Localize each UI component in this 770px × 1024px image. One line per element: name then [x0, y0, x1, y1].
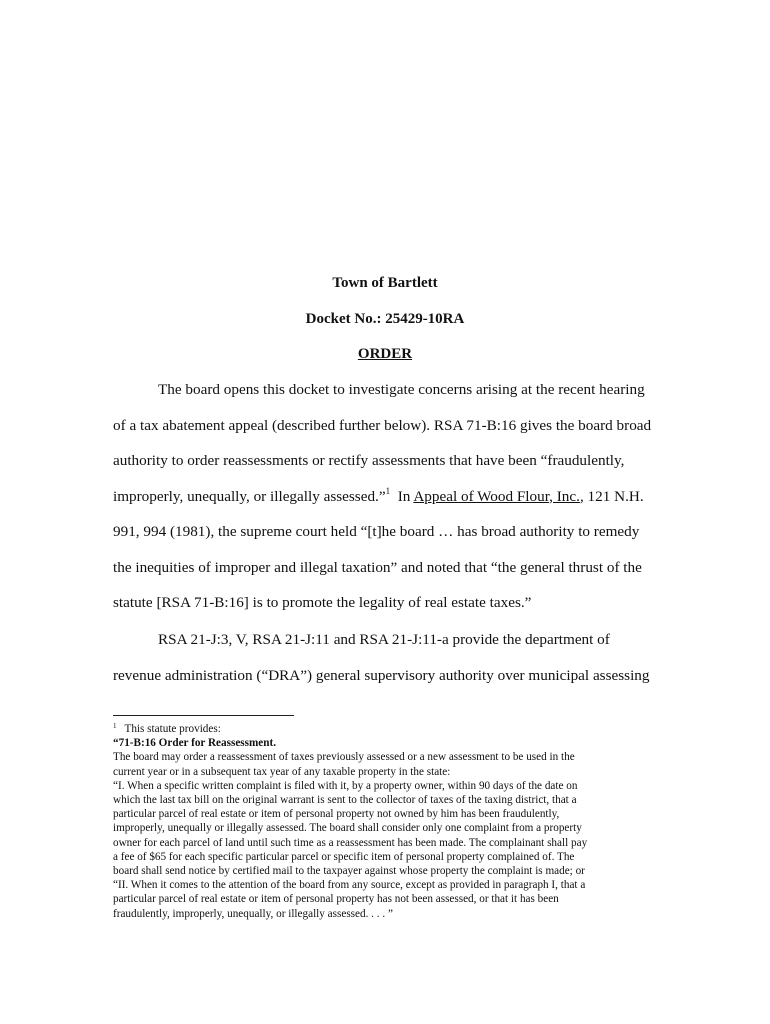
- docket-number: Docket No.: 25429-10RA: [305, 311, 465, 327]
- footnote-divider: [113, 715, 294, 716]
- footnote-section: [113, 722, 658, 921]
- citation-text: , 121 N.H.: [579, 487, 644, 505]
- town-heading: Town of Bartlett: [332, 275, 438, 291]
- paragraph-1: [113, 372, 658, 621]
- paragraph-1-line: The board opens this docket to investigate concerns arising at the recent hearing: [158, 381, 645, 398]
- statute-line: particular parcel of real estate or item of personal property not owned by him has been fraudulently,: [113, 808, 560, 821]
- case-citation: Appeal of Wood Flour, Inc.: [413, 487, 580, 505]
- paragraph-1-line: of a tax abatement appeal (described further below). RSA 71-B:16 gives the board broad: [113, 416, 652, 434]
- order-title: ORDER: [357, 346, 413, 362]
- statute-line: a fee of $65 for each specific particular parcel or specific item of personal property complained of. The: [113, 850, 575, 863]
- footnote-intro: This statute provides:: [124, 723, 221, 735]
- connector-text: In: [390, 487, 414, 505]
- paragraph-1-line: statute [RSA 71-B:16] is to promote the legality of real estate taxes.”: [113, 594, 532, 611]
- footnote-reference[interactable]: 1: [385, 485, 391, 496]
- footnote-intro-line: [113, 722, 658, 736]
- statute-line: owner for each parcel of land until such time as a reassessment has been made. The complainant shall pay: [113, 836, 588, 849]
- statute-line: current year or in a subsequent tax year of any taxable property in the state:: [113, 765, 451, 778]
- footnote-mark: 1: [113, 722, 117, 730]
- statute-heading: “71-B:16 Order for Reassessment.: [113, 737, 277, 750]
- paragraph-2-line: RSA 21-J:3, V, RSA 21-J:11 and RSA 21-J:11-a provide the department of: [158, 631, 610, 648]
- statute-line: improperly, unequally or illegally assessed. The board shall consider only one complaint from a property: [113, 822, 582, 835]
- statute-line: which the last tax bill on the original warrant is sent to the collector of taxes of the taxing district, that a: [113, 794, 577, 807]
- paragraph-1-line: [113, 479, 658, 515]
- statute-line: The board may order a reassessment of taxes previously assessed or a new assessment to be used in the: [113, 751, 575, 764]
- paragraph-1-line: authority to order reassessments or rectify assessments that have been “fraudulently,: [113, 452, 625, 469]
- statute-line: “II. When it comes to the attention of the board from any source, except as provided in paragraph I, that a: [113, 879, 586, 892]
- paragraph-1-line: the inequities of improper and illegal taxation” and noted that “the general thrust of the: [113, 558, 642, 576]
- paragraph-2: [113, 622, 658, 693]
- paragraph-2-line: revenue administration (“DRA”) general supervisory authority over municipal assessing: [113, 666, 650, 684]
- statute-line: board shall send notice by certified mail to the taxpayer against whose property the complaint is made; or: [113, 865, 585, 878]
- statute-line: particular parcel of real estate or item of personal property has not been assessed, or that it has been: [113, 893, 559, 906]
- statute-line: fraudulently, improperly, unequally, or illegally assessed. . . . ”: [113, 907, 393, 920]
- quote-text: improperly, unequally, or illegally assessed.”: [113, 487, 386, 505]
- paragraph-1-line: 991, 994 (1981), the supreme court held “[t]he board … has broad authority to remedy: [113, 523, 640, 540]
- statute-line: “I. When a specific written complaint is filed with it, by a property owner, within 90 days of the date on: [113, 779, 578, 792]
